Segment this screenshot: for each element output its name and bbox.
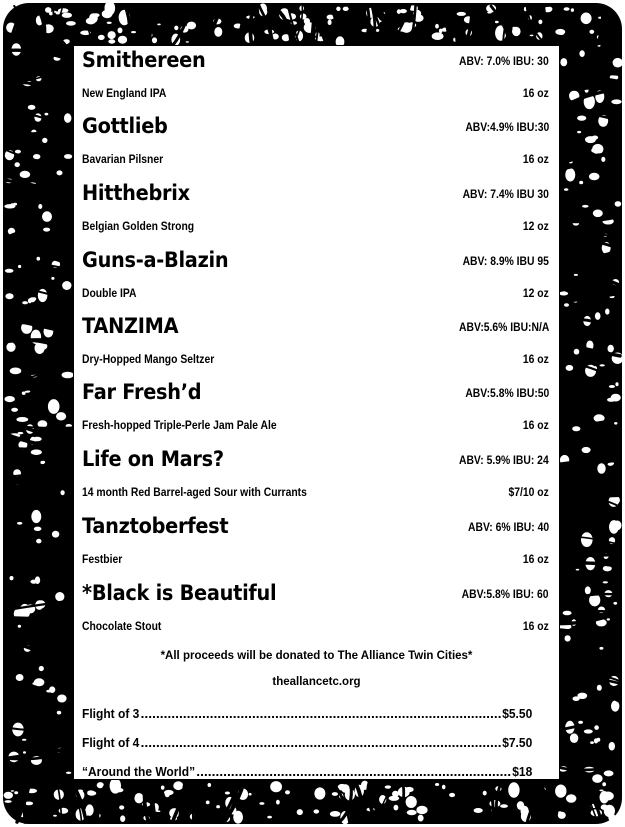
beer-size: 12 oz	[523, 221, 549, 233]
menu-item-guns-a-blazin	[82, 246, 551, 312]
beer-style: 14 month Red Barrel-aged Sour with Currants	[82, 487, 307, 499]
flight-row	[82, 701, 532, 721]
beer-stats: ABV:4.9% IBU:30	[465, 122, 549, 134]
beer-name: Smithereen	[82, 48, 206, 72]
menu-item-tanzima	[82, 312, 551, 378]
beer-stats: ABV:5.8% IBU:50	[465, 388, 549, 400]
beer-stats: ABV: 8.9% IBU 95	[462, 256, 549, 268]
donation-note: *All proceeds will be donated to The Alliance Twin Cities*	[160, 650, 473, 662]
beer-stats: ABV: 7.0% IBU: 30	[459, 56, 549, 68]
flight-price: $18	[512, 765, 533, 779]
beer-size: 16 oz	[523, 154, 549, 166]
beer-name: TANZIMA	[82, 314, 179, 338]
dot-leader	[141, 745, 500, 747]
flight-row	[82, 730, 532, 750]
flight-price: $7.50	[502, 736, 533, 750]
menu-item-smithereen	[82, 46, 551, 112]
beer-style: Fresh-hopped Triple-Perle Jam Pale Ale	[82, 420, 277, 432]
flight-label: Flight of 3	[82, 707, 140, 721]
beer-stats: ABV: 5.9% IBU: 24	[459, 455, 549, 467]
flight-row	[82, 759, 532, 779]
beer-name: Gottlieb	[82, 114, 168, 138]
beer-style: Dry-Hopped Mango Seltzer	[82, 354, 215, 366]
beer-style: Festbier	[82, 554, 123, 566]
beer-name: Tanztoberfest	[82, 514, 229, 538]
beer-name: Hitthebrix	[82, 181, 190, 205]
beer-size: 16 oz	[523, 88, 549, 100]
beer-name: Far Fresh’d	[82, 380, 202, 404]
beer-name: Guns-a-Blazin	[82, 248, 229, 272]
menu-item-tanztoberfest	[82, 512, 551, 578]
menu-item-hitthebrix	[82, 179, 551, 245]
flight-label: Flight of 4	[82, 736, 140, 750]
beer-size: 16 oz	[523, 621, 549, 633]
beer-style: Bavarian Pilsner	[82, 154, 164, 166]
beer-stats: ABV: 6% IBU: 40	[467, 522, 549, 534]
menu-item-black-is-beautiful	[82, 579, 551, 645]
beer-size: 12 oz	[523, 288, 549, 300]
dot-leader	[197, 774, 510, 776]
beer-style: Belgian Golden Strong	[82, 221, 195, 233]
dot-leader	[141, 716, 500, 718]
beer-size: 16 oz	[523, 554, 549, 566]
beer-stats: ABV:5.6% IBU:N/A	[458, 322, 549, 334]
beer-size: 16 oz	[523, 354, 549, 366]
beer-stats: ABV:5.8% IBU: 60	[462, 589, 549, 601]
beer-menu	[73, 45, 560, 780]
flight-label: “Around the World”	[82, 765, 196, 779]
beer-stats: ABV: 7.4% IBU 30	[462, 189, 549, 201]
beer-name: Life on Mars?	[82, 447, 224, 471]
beer-style: Double IPA	[82, 288, 137, 300]
menu-item-gottlieb	[82, 112, 551, 178]
flight-price: $5.50	[502, 707, 533, 721]
menu-item-life-on-mars	[82, 445, 551, 511]
beer-style: Chocolate Stout	[82, 621, 162, 633]
beer-size: 16 oz	[523, 420, 549, 432]
beer-name: *Black is Beautiful	[82, 581, 277, 605]
website-text: theallancetc.org	[272, 676, 361, 688]
beer-size: $7/10 oz	[508, 487, 549, 499]
menu-item-far-freshd	[82, 378, 551, 444]
beer-style: New England IPA	[82, 88, 167, 100]
